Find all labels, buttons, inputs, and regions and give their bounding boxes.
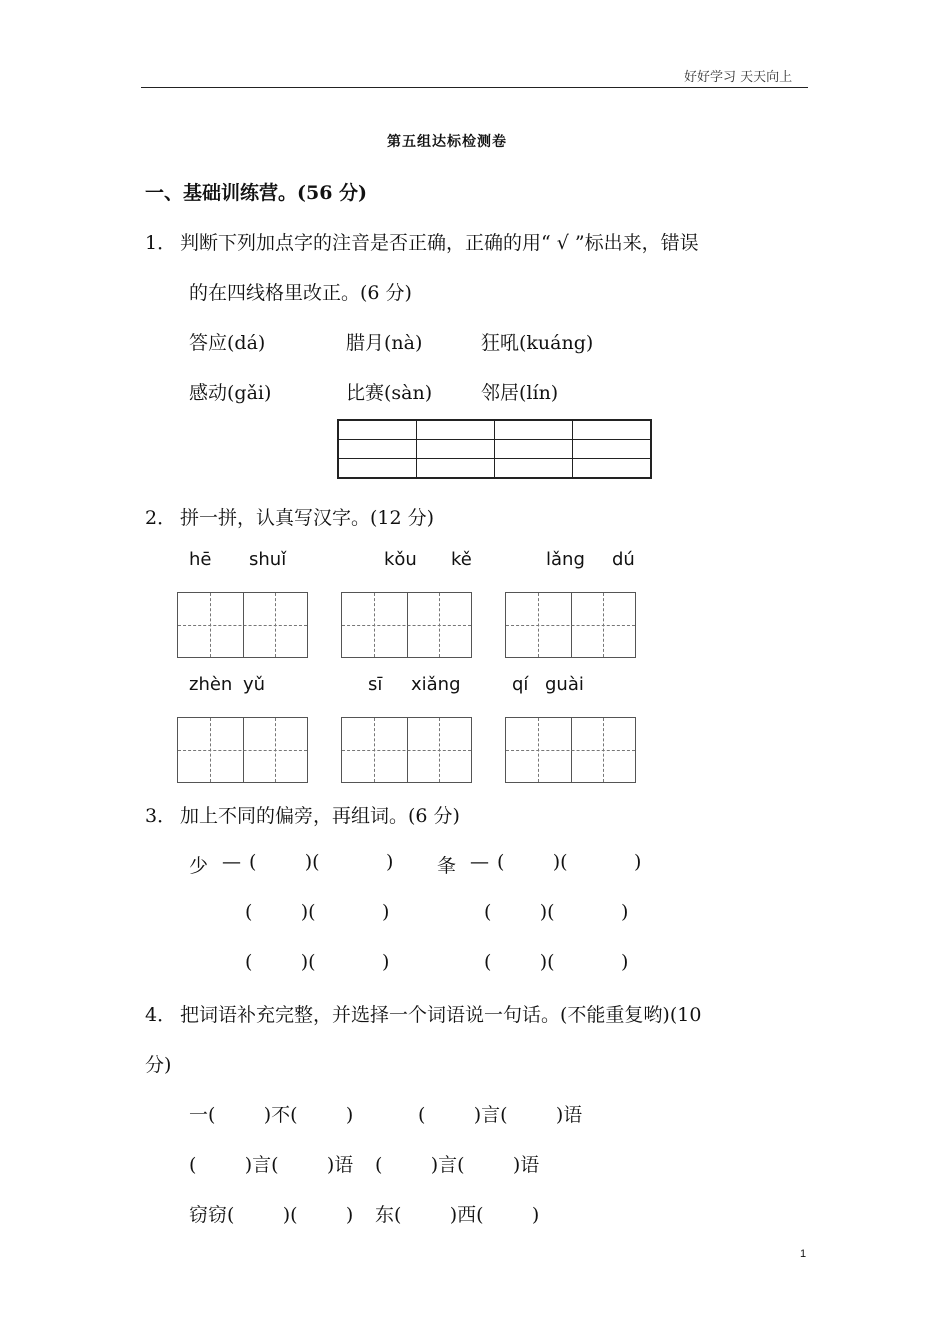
writing-box[interactable] bbox=[341, 717, 472, 783]
page-title: 第五组达标检测卷 bbox=[387, 134, 507, 150]
writing-box[interactable] bbox=[341, 592, 472, 658]
section-heading: 一、基础训练营。(56 分) bbox=[145, 182, 368, 204]
question-4-line-2: 分) bbox=[145, 1054, 172, 1076]
idiom-blank[interactable]: ( )言( )语 bbox=[375, 1154, 540, 1176]
grid-cell[interactable] bbox=[338, 459, 417, 479]
pinyin-label: shuǐ bbox=[249, 549, 287, 570]
base-character: 少 bbox=[189, 855, 209, 877]
idiom-blank[interactable]: 窃窃( )( ) bbox=[189, 1204, 354, 1226]
writing-box[interactable] bbox=[505, 717, 636, 783]
dash: — bbox=[222, 851, 241, 873]
blank-pair[interactable]: ( )( ) bbox=[484, 901, 629, 923]
idiom-blank[interactable]: ( )言( )语 bbox=[189, 1154, 354, 1176]
word-item: 狂吼(kuáng) bbox=[481, 332, 594, 354]
grid-cell[interactable] bbox=[573, 459, 652, 479]
idiom-blank[interactable]: ( )言( )语 bbox=[418, 1104, 583, 1126]
word-item: 答应(dá) bbox=[189, 332, 266, 354]
pinyin-label: sī bbox=[368, 674, 383, 695]
header-text: 好好学习 天天向上 bbox=[684, 70, 793, 85]
grid-cell[interactable] bbox=[573, 440, 652, 459]
grid-cell[interactable] bbox=[417, 420, 495, 440]
blank-pair[interactable]: ( )( ) bbox=[245, 951, 390, 973]
grid-cell[interactable] bbox=[338, 440, 417, 459]
word-item: 比赛(sàn) bbox=[346, 382, 433, 404]
word-item: 邻居(lín) bbox=[481, 382, 559, 404]
pinyin-label: zhèn bbox=[189, 674, 233, 695]
question-1-line-2: 的在四线格里改正。(6 分) bbox=[189, 282, 412, 304]
blank-pair[interactable]: ( )( ) bbox=[249, 851, 394, 873]
pinyin-label: hē bbox=[189, 549, 212, 570]
base-character: 夆 bbox=[437, 855, 457, 877]
blank-pair[interactable]: ( )( ) bbox=[497, 851, 642, 873]
idiom-blank[interactable]: 一( )不( ) bbox=[189, 1104, 354, 1126]
pinyin-label: yǔ bbox=[243, 674, 266, 695]
question-number: 2． bbox=[145, 507, 177, 529]
dash: — bbox=[470, 851, 489, 873]
header-rule bbox=[141, 87, 808, 88]
pinyin-label: kě bbox=[451, 549, 472, 570]
idiom-blank[interactable]: 东( )西( ) bbox=[375, 1204, 540, 1226]
blank-pair[interactable]: ( )( ) bbox=[245, 901, 390, 923]
question-4-line-1: 把词语补充完整，并选择一个词语说一句话。(不能重复哟)(10 bbox=[180, 1004, 702, 1026]
grid-cell[interactable] bbox=[573, 420, 652, 440]
pinyin-label: guài bbox=[545, 674, 584, 695]
grid-cell[interactable] bbox=[495, 459, 573, 479]
writing-box[interactable] bbox=[505, 592, 636, 658]
pinyin-label: dú bbox=[612, 549, 635, 570]
grid-cell[interactable] bbox=[338, 420, 417, 440]
grid-cell[interactable] bbox=[495, 440, 573, 459]
page-number: 1 bbox=[800, 1248, 807, 1260]
writing-box[interactable] bbox=[177, 717, 308, 783]
writing-box[interactable] bbox=[177, 592, 308, 658]
grid-cell[interactable] bbox=[495, 420, 573, 440]
question-number: 1． bbox=[145, 232, 177, 254]
question-2-text: 拼一拼，认真写汉字。(12 分) bbox=[180, 507, 435, 529]
question-1-line-1: 判断下列加点字的注音是否正确，正确的用“ √ ”标出来，错误 bbox=[180, 232, 699, 254]
blank-pair[interactable]: ( )( ) bbox=[484, 951, 629, 973]
word-item: 感动(gǎi) bbox=[189, 382, 272, 404]
question-3-text: 加上不同的偏旁，再组词。(6 分) bbox=[180, 805, 460, 827]
pinyin-label: xiǎng bbox=[411, 674, 461, 695]
question-number: 4． bbox=[145, 1004, 177, 1026]
pinyin-label: lǎng bbox=[546, 549, 585, 570]
word-item: 腊月(nà) bbox=[346, 332, 423, 354]
question-number: 3． bbox=[145, 805, 177, 827]
pinyin-label: qí bbox=[512, 674, 529, 695]
four-line-grid[interactable] bbox=[337, 419, 652, 479]
grid-cell[interactable] bbox=[417, 459, 495, 479]
pinyin-label: kǒu bbox=[384, 549, 417, 570]
grid-cell[interactable] bbox=[417, 440, 495, 459]
